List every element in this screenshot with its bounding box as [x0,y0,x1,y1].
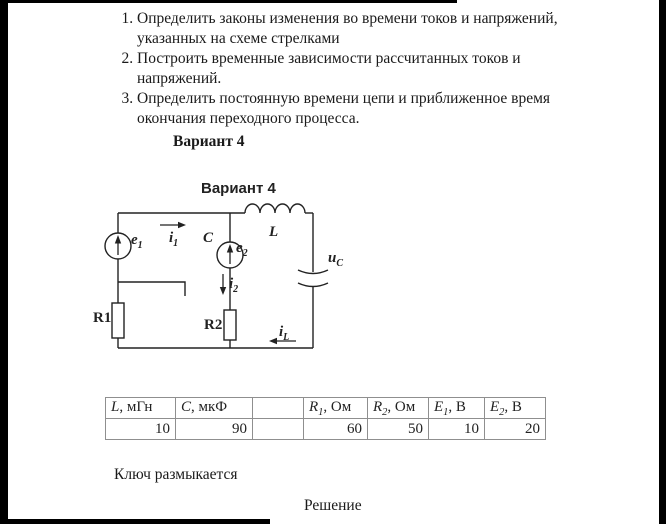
scan-edge-right [659,0,666,524]
task-item-1: 1. Определить законы изменения во времени токов и напряжений, указанных на схеме стрелками [137,9,569,49]
label-l: L [269,224,279,240]
header-cell-l: L, мГн [106,398,176,419]
capacitor-plate-bottom [298,283,328,287]
header-cell-c: C, мкФ [176,398,253,419]
resistor-r2 [224,310,236,340]
task-item-2: 2. Построить временные зависимости рассчитанных токов и напряжений. [137,49,569,89]
header-cell-r1: $R_1$, Ом [304,398,368,419]
current-il-arrowhead [269,338,277,344]
value-cell-l: 10 [106,419,176,440]
value-cell-e1: 10 [429,419,485,440]
scan-edge-top [0,0,457,3]
header-cell-r2: $R_2$, Ом [368,398,429,419]
label-i2: $i_2$ [229,276,239,295]
scan-edge-bottom [0,519,270,524]
switch-key [118,282,185,296]
header-cell-e1: $E_1$, В [429,398,485,419]
header-cell-empty [253,398,304,419]
circuit-title: Вариант 4 [201,180,276,197]
task-list [114,9,569,129]
circuit-schematic [85,198,360,366]
label-e2: $e_2$ [236,240,248,259]
header-cell-e2: $E_2$, В [485,398,546,419]
value-cell-c: 90 [176,419,253,440]
label-c: C [203,230,214,246]
label-e1: $e_1$ [131,232,143,251]
resistor-r1 [112,303,124,338]
inductor-coil [245,204,305,213]
label-r2: R2 [204,317,223,333]
current-i1-arrowhead [178,222,186,228]
label-i1: $i_1$ [169,230,179,249]
value-cell-r1: 60 [304,419,368,440]
variant-heading: Вариант 4 [173,133,245,150]
table-values-row [106,419,546,440]
circuit-figure [85,178,375,370]
label-uc: $u_C$ [328,250,344,269]
task-item-3: 3. Определить постоянную времени цепи и приближенное время окончания переходного процесса. [137,89,569,129]
value-cell-r2: 50 [368,419,429,440]
current-i2-arrowhead [220,287,226,295]
parameters-table [105,397,546,440]
value-cell-empty [253,419,304,440]
value-cell-e2: 20 [485,419,546,440]
scan-edge-left [0,0,8,524]
switch-note: Ключ размыкается [114,466,238,483]
solution-label: Решение [304,497,362,514]
label-r1: R1 [93,310,112,326]
table-header-row [106,398,546,419]
label-il: $i_L$ [279,324,290,343]
